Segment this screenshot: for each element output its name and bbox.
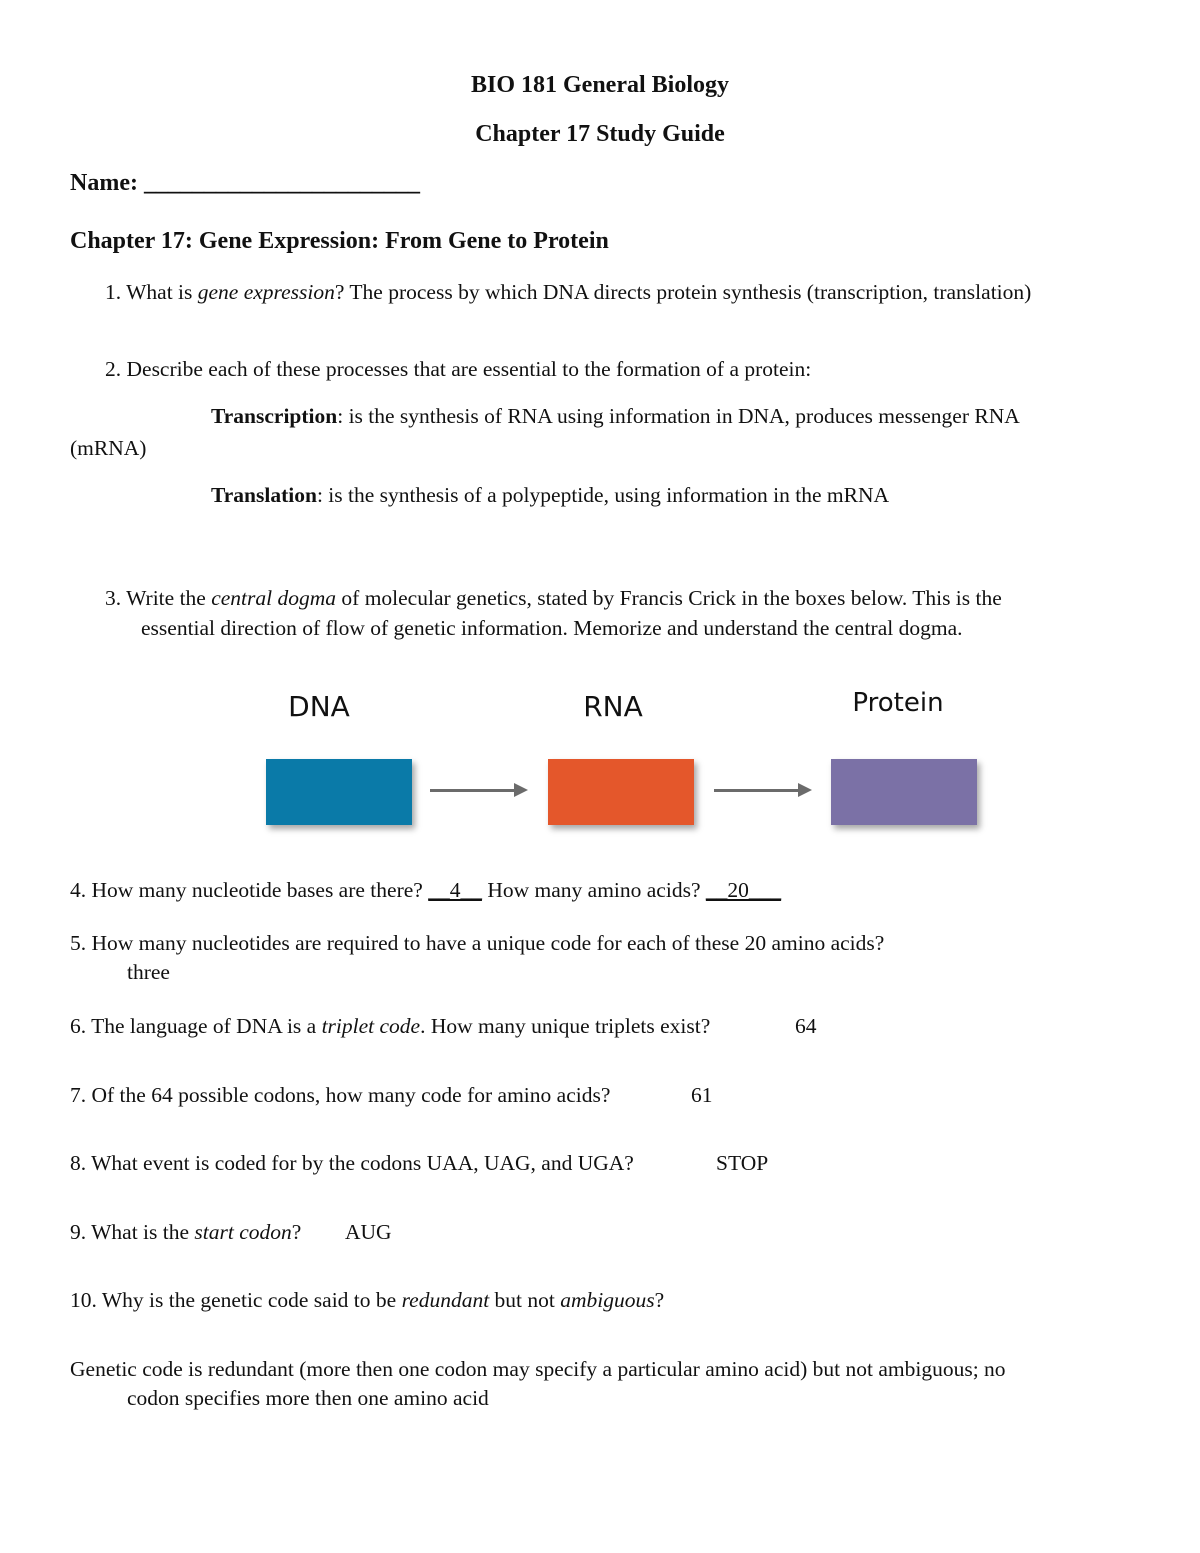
- course-title: BIO 181 General Biology: [471, 72, 729, 98]
- q3-prefix: 3. Write the: [105, 586, 212, 610]
- question-7: 7. Of the 64 possible codons, how many code for amino acids?: [70, 1083, 611, 1107]
- q3-term: central dogma: [211, 586, 337, 610]
- q4-answer-bases: __4__: [428, 878, 482, 902]
- q9-answer: AUG: [345, 1220, 392, 1244]
- question-10: [70, 1288, 664, 1313]
- translation-def: : is the synthesis of a polypeptide, using information in the mRNA: [316, 483, 890, 507]
- q10-term-redundant: redundant: [401, 1288, 490, 1312]
- transcription-term: Transcription: [211, 404, 338, 428]
- chapter-heading: Chapter 17: Gene Expression: From Gene to Protein: [70, 228, 609, 254]
- q10-answer-line1: Genetic code is redundant (more then one codon may specify a particular amino acid) but not ambiguous; no: [70, 1357, 1006, 1381]
- q10-prefix: 10. Why is the genetic code said to be: [70, 1288, 402, 1312]
- protein-label: Protein: [852, 688, 944, 718]
- dna-label: DNA: [288, 690, 350, 723]
- q9-prefix: 9. What is the: [70, 1220, 195, 1244]
- q9-term: start codon: [194, 1220, 292, 1244]
- transcription-line: [211, 404, 1020, 429]
- rna-label: RNA: [583, 690, 643, 723]
- name-blank[interactable]: _______________________: [143, 170, 420, 196]
- guide-title: Chapter 17 Study Guide: [475, 121, 725, 147]
- q4-text-a: 4. How many nucleotide bases are there?: [70, 878, 429, 902]
- question-2: 2. Describe each of these processes that are essential to the formation of a protein:: [105, 357, 812, 381]
- rna-box: [548, 759, 694, 825]
- question-3: [105, 586, 1002, 611]
- q1-prefix: 1. What is: [105, 280, 198, 304]
- transcription-wrap: (mRNA): [70, 436, 147, 460]
- q6-prefix: 6. The language of DNA is a: [70, 1014, 322, 1038]
- question-9: [70, 1220, 301, 1245]
- dna-box: [266, 759, 412, 825]
- name-line: [70, 170, 420, 197]
- translation-term: Translation: [211, 483, 317, 507]
- arrow-rna-to-protein-icon: [714, 789, 808, 792]
- q10-answer-line2: codon specifies more then one amino acid: [127, 1386, 489, 1410]
- question-8: 8. What event is coded for by the codons UAA, UAG, and UGA?: [70, 1151, 634, 1175]
- question-5: 5. How many nucleotides are required to have a unique code for each of these 20 amino acids?: [70, 931, 885, 955]
- q10-mid: but not: [489, 1288, 561, 1312]
- q10-term-ambiguous: ambiguous: [560, 1288, 655, 1312]
- q10-rest: ?: [654, 1288, 665, 1312]
- q5-answer: three: [127, 960, 170, 984]
- q6-rest: . How many unique triplets exist?: [420, 1014, 711, 1038]
- q8-answer: STOP: [716, 1151, 769, 1175]
- q6-answer: 64: [795, 1014, 817, 1038]
- q1-term: gene expression: [197, 280, 335, 304]
- translation-line: [211, 483, 889, 508]
- question-6: [70, 1014, 710, 1039]
- question-3-line2: essential direction of flow of genetic information. Memorize and understand the central dogma.: [141, 616, 963, 640]
- protein-box: [831, 759, 977, 825]
- q9-rest: ?: [291, 1220, 302, 1244]
- q3-rest: of molecular genetics, stated by Francis Crick in the boxes below. This is the: [336, 586, 1002, 610]
- arrow-dna-to-rna-icon: [430, 789, 524, 792]
- q6-term: triplet code: [321, 1014, 421, 1038]
- question-4: [70, 878, 781, 903]
- q4-answer-amino: __20___: [705, 878, 782, 902]
- transcription-def: : is the synthesis of RNA using information in DNA, produces messenger RNA: [337, 404, 1020, 428]
- q1-rest: ? The process by which DNA directs protein synthesis (transcription, translation): [334, 280, 1032, 304]
- name-label: Name:: [70, 170, 138, 196]
- q4-text-b: How many amino acids?: [481, 878, 706, 902]
- q7-answer: 61: [691, 1083, 713, 1107]
- question-1: [105, 280, 1031, 305]
